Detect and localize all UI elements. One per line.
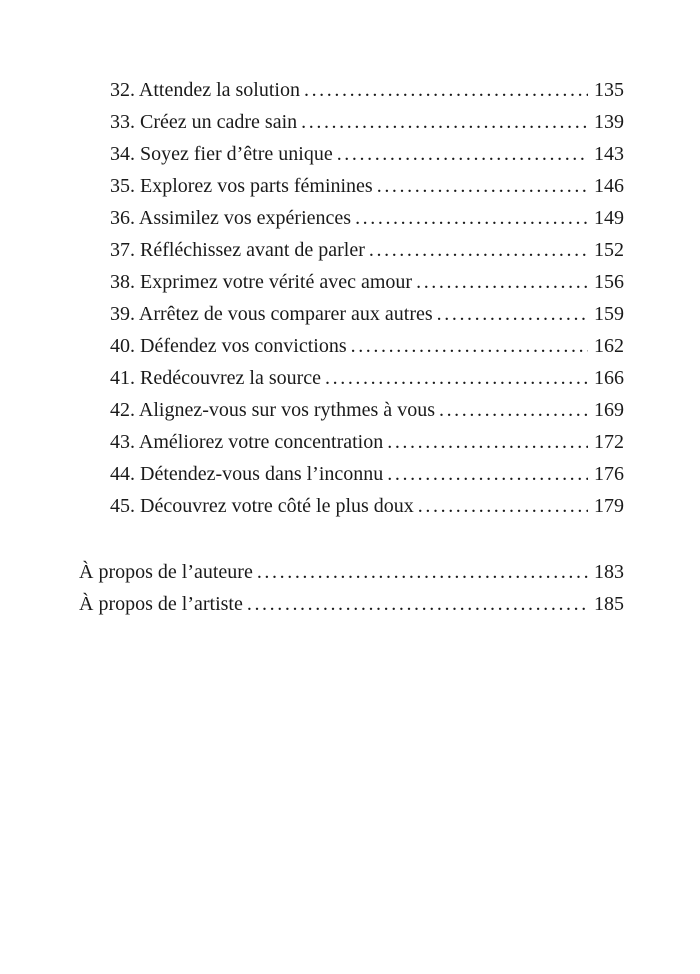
dot-leader xyxy=(416,266,588,298)
section-spacer xyxy=(79,522,624,556)
toc-entry-title: 40. Défendez vos convictions xyxy=(110,335,347,357)
toc-entry-page: 146 xyxy=(594,175,624,197)
dot-leader xyxy=(351,330,588,362)
toc-entry-page: 183 xyxy=(594,561,624,583)
dot-leader xyxy=(387,458,588,490)
dot-leader xyxy=(304,74,588,106)
toc-appendix-entry xyxy=(79,556,624,588)
toc-entry-page: 169 xyxy=(594,399,624,421)
toc-entry-title: 36. Assimilez vos expériences xyxy=(110,207,352,229)
toc-entry-title: À propos de l’artiste xyxy=(79,593,243,615)
toc-entry xyxy=(79,170,624,202)
dot-leader xyxy=(257,556,588,588)
toc-entry xyxy=(79,458,624,490)
toc-entry-page: 176 xyxy=(594,463,624,485)
dot-leader xyxy=(247,588,588,620)
toc-entry xyxy=(79,74,624,106)
dot-leader xyxy=(418,490,588,522)
toc-entry-title: 42. Alignez-vous sur vos rythmes à vous xyxy=(110,399,435,421)
toc-entry-page: 179 xyxy=(594,495,624,517)
toc-entry-title: 38. Exprimez votre vérité avec amour xyxy=(110,271,413,293)
toc-entry-title: 34. Soyez fier d’être unique xyxy=(110,143,333,165)
toc-entry-title: À propos de l’auteure xyxy=(79,561,253,583)
dot-leader xyxy=(437,298,588,330)
toc-entry xyxy=(79,202,624,234)
dot-leader xyxy=(369,234,588,266)
toc-entry-title: 43. Améliorez votre concentration xyxy=(110,431,384,453)
toc-entry-page: 135 xyxy=(594,79,624,101)
toc-entry xyxy=(79,266,624,298)
toc-entry xyxy=(79,426,624,458)
toc-entry-page: 172 xyxy=(594,431,624,453)
dot-leader xyxy=(337,138,588,170)
toc-entry-title: 45. Découvrez votre côté le plus doux xyxy=(110,495,414,517)
toc-entry xyxy=(79,106,624,138)
toc-entry-page: 159 xyxy=(594,303,624,325)
toc-entry xyxy=(79,138,624,170)
toc-entry-title: 41. Redécouvrez la source xyxy=(110,367,322,389)
dot-leader xyxy=(325,362,588,394)
toc-entry xyxy=(79,394,624,426)
toc-entry xyxy=(79,234,624,266)
toc-entry-page: 149 xyxy=(594,207,624,229)
dot-leader xyxy=(387,426,588,458)
dot-leader xyxy=(439,394,588,426)
toc-entry-title: 37. Réfléchissez avant de parler xyxy=(110,239,365,261)
toc-entry-page: 185 xyxy=(594,593,624,615)
dot-leader xyxy=(377,170,588,202)
toc-entry-page: 166 xyxy=(594,367,624,389)
toc-entry-page: 152 xyxy=(594,239,624,261)
toc-entry-page: 143 xyxy=(594,143,624,165)
table-of-contents xyxy=(79,74,624,620)
toc-entry-page: 156 xyxy=(594,271,624,293)
toc-entry xyxy=(79,490,624,522)
toc-entry-title: 39. Arrêtez de vous comparer aux autres xyxy=(110,303,433,325)
toc-entry-title: 35. Explorez vos parts féminines xyxy=(110,175,373,197)
toc-appendix-entry xyxy=(79,588,624,620)
toc-entry-title: 44. Détendez-vous dans l’inconnu xyxy=(110,463,384,485)
dot-leader xyxy=(355,202,588,234)
toc-entry xyxy=(79,330,624,362)
toc-entry xyxy=(79,362,624,394)
toc-entry-title: 32. Attendez la solution xyxy=(110,79,300,101)
toc-entry-page: 162 xyxy=(594,335,624,357)
toc-entry xyxy=(79,298,624,330)
toc-entry-page: 139 xyxy=(594,111,624,133)
dot-leader xyxy=(301,106,588,138)
toc-entry-title: 33. Créez un cadre sain xyxy=(110,111,298,133)
